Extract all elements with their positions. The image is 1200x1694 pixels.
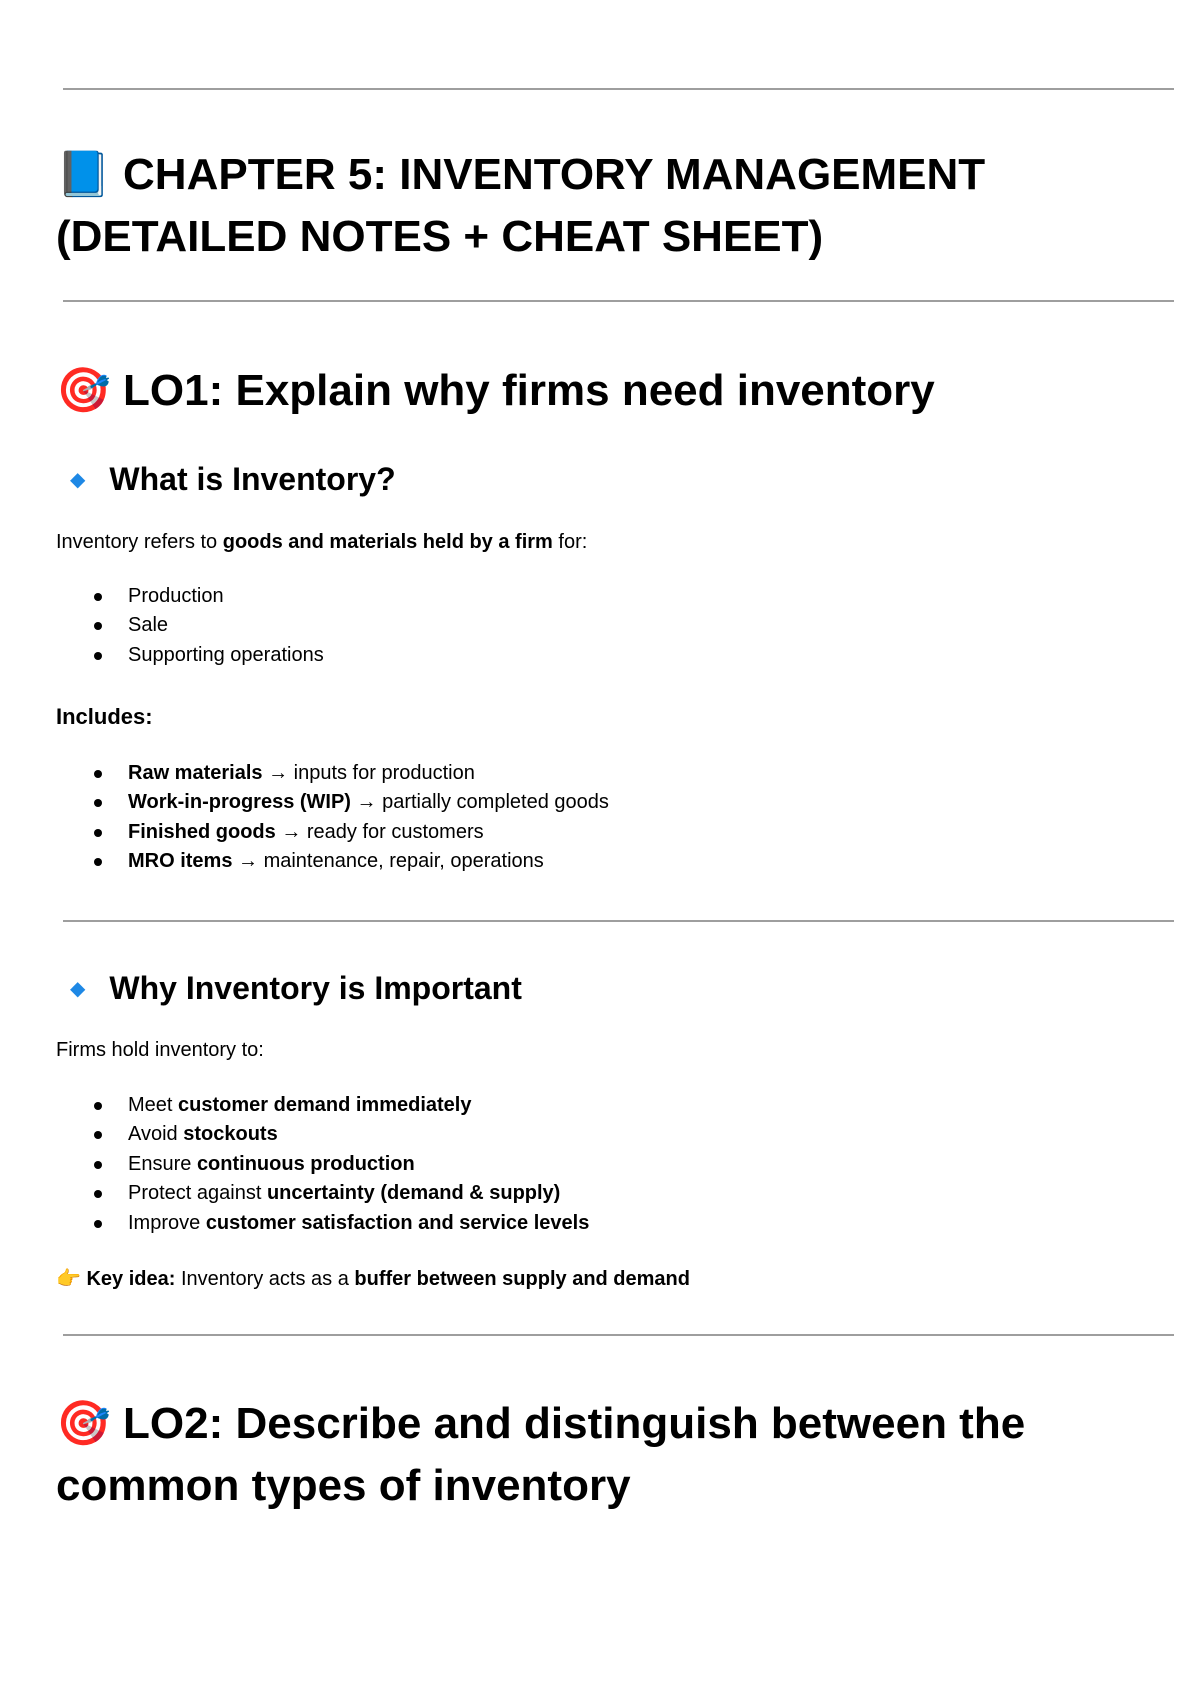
bullet-icon <box>94 1220 102 1228</box>
list-item: Supporting operations <box>94 641 324 670</box>
list-item: Meet customer demand immediately <box>94 1091 589 1120</box>
section-heading: Why Inventory is Important <box>109 970 522 1006</box>
target-icon: 🎯 <box>56 365 111 416</box>
list-item: Improve customer satisfaction and service levels <box>94 1209 589 1238</box>
list-item: Sale <box>94 611 324 640</box>
list-item: Work-in-progress (WIP) → partially completed goods <box>94 788 609 817</box>
small-blue-diamond-icon: ◆ <box>70 469 86 491</box>
what-is-inventory-heading <box>56 459 396 500</box>
lo2-title: LO2: Describe and distinguish between the common types of inventory <box>56 1399 1026 1510</box>
bullet-icon <box>94 829 102 837</box>
why-inventory-heading <box>56 968 522 1009</box>
bullet-icon <box>94 1131 102 1139</box>
list-item: MRO items → maintenance, repair, operations <box>94 847 609 876</box>
lo2-heading <box>56 1393 1166 1517</box>
divider <box>63 88 1174 90</box>
why-intro: Firms hold inventory to: <box>56 1039 264 1061</box>
bullet-icon <box>94 1102 102 1110</box>
bullet-icon <box>94 593 102 601</box>
list-item: Protect against uncertainty (demand & supply) <box>94 1179 589 1208</box>
pointing-hand-icon: 👉 <box>56 1266 81 1290</box>
key-idea: 👉 Key idea: Inventory acts as a buffer between supply and demand <box>56 1266 690 1290</box>
bullet-icon <box>94 652 102 660</box>
small-blue-diamond-icon: ◆ <box>70 978 86 1000</box>
list-item: Ensure continuous production <box>94 1150 589 1179</box>
inventory-uses-list <box>94 582 324 670</box>
list-item: Production <box>94 582 324 611</box>
lo1-heading <box>56 360 1166 422</box>
bullet-icon <box>94 622 102 630</box>
bullet-icon <box>94 1161 102 1169</box>
target-icon: 🎯 <box>56 1398 111 1449</box>
chapter-heading <box>56 144 1166 268</box>
divider <box>63 300 1174 302</box>
list-item: Finished goods → ready for customers <box>94 818 609 847</box>
inventory-types-list <box>94 759 609 877</box>
divider <box>63 1334 1174 1336</box>
bullet-icon <box>94 1190 102 1198</box>
reasons-list <box>94 1091 589 1238</box>
bullet-icon <box>94 770 102 778</box>
includes-label: Includes: <box>56 704 153 729</box>
divider <box>63 920 1174 922</box>
list-item: Avoid stockouts <box>94 1120 589 1149</box>
bullet-icon <box>94 858 102 866</box>
list-item: Raw materials → inputs for production <box>94 759 609 788</box>
inventory-definition: Inventory refers to goods and materials held by a firm for: <box>56 531 588 553</box>
blue-book-icon: 📘 <box>56 149 111 200</box>
lo1-title: LO1: Explain why firms need inventory <box>123 366 935 415</box>
bullet-icon <box>94 799 102 807</box>
chapter-title: CHAPTER 5: INVENTORY MANAGEMENT (DETAILED NOTES + CHEAT SHEET) <box>56 150 986 261</box>
section-heading: What is Inventory? <box>109 461 396 497</box>
